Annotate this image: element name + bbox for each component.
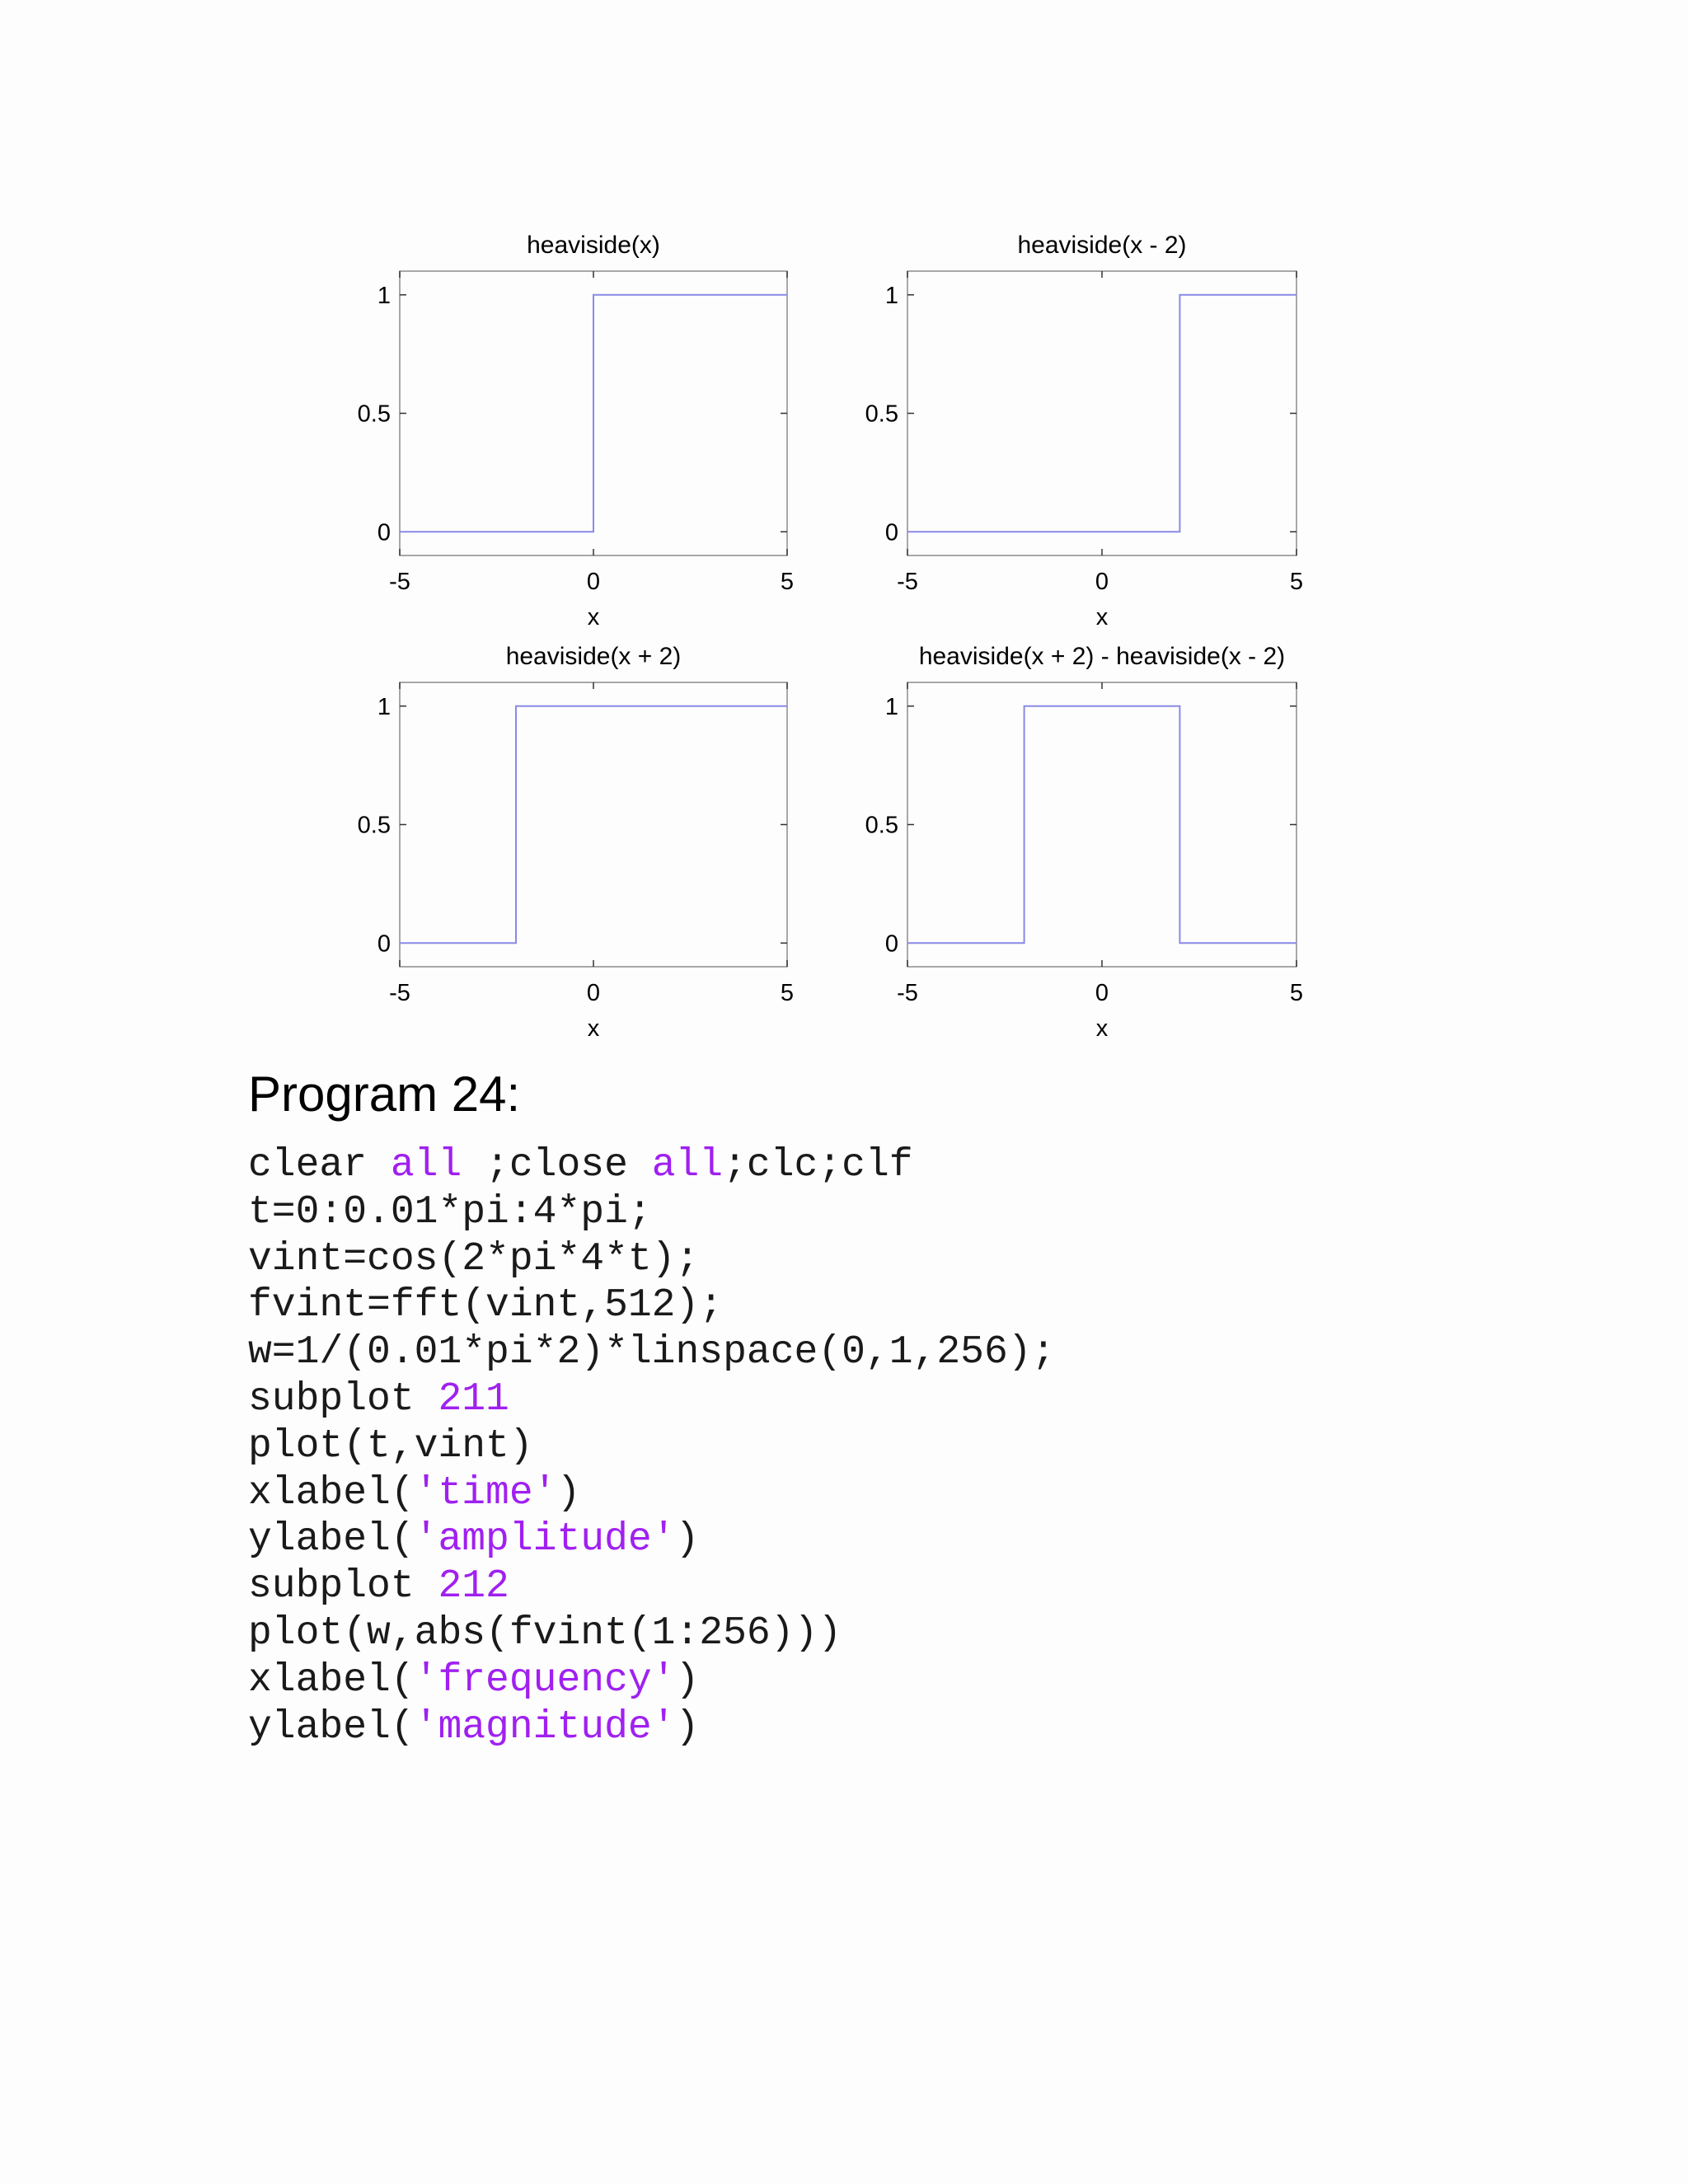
plot-title: heaviside(x) <box>527 232 660 259</box>
x-tick-label: 5 <box>1289 569 1304 595</box>
code-keyword: 'amplitude' <box>414 1517 676 1563</box>
y-tick-label: 0 <box>884 519 898 546</box>
y-tick-label: 1 <box>884 693 898 720</box>
x-tick-label: -5 <box>389 980 410 1006</box>
y-tick-label: 0 <box>377 930 391 958</box>
code-line <box>248 1282 1055 1329</box>
y-tick-label: 0.5 <box>865 812 898 839</box>
code-line <box>248 1704 1055 1751</box>
code-line <box>248 1563 1055 1610</box>
code-text: ylabel( <box>248 1704 415 1750</box>
subplot-1 <box>358 232 794 630</box>
subplot-2 <box>865 232 1303 630</box>
x-tick-label: -5 <box>897 980 918 1006</box>
code-line <box>248 1610 1055 1657</box>
code-keyword: 'frequency' <box>414 1657 676 1703</box>
y-tick-label: 0.5 <box>357 401 391 428</box>
code-line <box>248 1189 1055 1236</box>
x-tick-label: 5 <box>780 569 795 595</box>
code-text: subplot <box>248 1376 438 1422</box>
code-text: plot(w,abs(fvint(1:256))) <box>248 1610 842 1656</box>
code-line <box>248 1376 1055 1423</box>
code-line <box>248 1423 1055 1470</box>
code-text: plot(t,vint) <box>248 1423 533 1469</box>
subplot-3 <box>358 643 794 1042</box>
x-axis-label: x <box>587 604 600 630</box>
x-axis-label: x <box>587 1015 600 1042</box>
code-text: ) <box>556 1470 581 1516</box>
code-text: xlabel( <box>248 1470 415 1516</box>
code-line <box>248 1329 1055 1376</box>
code-text: w=1/(0.01*pi*2)*linspace(0,1,256); <box>248 1330 1056 1376</box>
x-tick-label: 0 <box>1095 980 1109 1006</box>
code-keyword: 'time' <box>414 1470 557 1516</box>
step-series-line <box>400 706 787 944</box>
code-listing <box>248 1142 1055 1750</box>
code-text: ) <box>675 1517 700 1563</box>
code-line <box>248 1142 1055 1189</box>
subplot-4 <box>865 643 1303 1042</box>
y-tick-label: 1 <box>377 693 391 720</box>
code-keyword: 'magnitude' <box>414 1704 676 1750</box>
plot-frame <box>400 682 787 967</box>
code-keyword: all <box>390 1143 462 1188</box>
y-tick-label: 0.5 <box>865 401 898 428</box>
code-text: fvint=fft(vint,512); <box>248 1283 724 1329</box>
x-tick-label: -5 <box>389 569 410 595</box>
code-line <box>248 1236 1055 1283</box>
plot-frame <box>907 682 1296 967</box>
plot-title: heaviside(x - 2) <box>1017 232 1187 259</box>
x-tick-label: -5 <box>897 569 918 595</box>
step-series-line <box>400 295 787 532</box>
x-tick-label: 0 <box>586 569 601 595</box>
y-tick-label: 1 <box>884 282 898 309</box>
code-text: xlabel( <box>248 1657 415 1703</box>
code-keyword: all <box>651 1143 724 1188</box>
code-text: ylabel( <box>248 1517 415 1563</box>
plot-title: heaviside(x + 2) <box>505 643 682 670</box>
y-tick-label: 0 <box>884 930 898 958</box>
x-tick-label: 0 <box>1095 569 1109 595</box>
x-tick-label: 0 <box>586 980 601 1006</box>
x-axis-label: x <box>1095 1015 1109 1042</box>
heaviside-figure <box>0 0 1688 1071</box>
code-text: ;clc;clf <box>723 1143 913 1188</box>
code-line <box>248 1516 1055 1563</box>
code-line <box>248 1470 1055 1517</box>
code-text: clear <box>248 1143 391 1188</box>
code-text: subplot <box>248 1564 438 1610</box>
code-text: ;close <box>462 1143 652 1188</box>
step-series-line <box>907 706 1296 944</box>
plot-title: heaviside(x + 2) - heaviside(x - 2) <box>918 643 1286 670</box>
code-text: ) <box>675 1704 700 1750</box>
y-tick-label: 0 <box>377 519 391 546</box>
y-tick-label: 1 <box>377 282 391 309</box>
x-axis-label: x <box>1095 604 1109 630</box>
code-line <box>248 1657 1055 1704</box>
code-text: vint=cos(2*pi*4*t); <box>248 1236 700 1282</box>
y-tick-label: 0.5 <box>357 812 391 839</box>
code-text: t=0:0.01*pi:4*pi; <box>248 1189 652 1235</box>
x-tick-label: 5 <box>1289 980 1304 1006</box>
code-keyword: 211 <box>438 1376 509 1422</box>
program-heading: Program 24: <box>248 1066 521 1122</box>
step-series-line <box>907 295 1296 532</box>
code-text: ) <box>675 1657 700 1703</box>
x-tick-label: 5 <box>780 980 795 1006</box>
code-keyword: 212 <box>438 1564 509 1610</box>
plot-frame <box>907 271 1296 555</box>
